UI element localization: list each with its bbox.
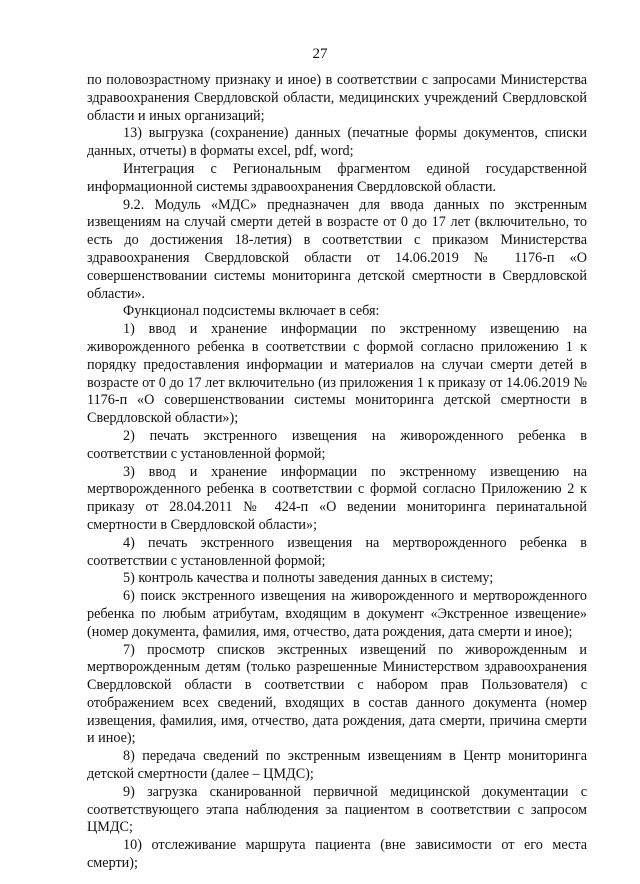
list-item-2: 2) печать экстренного извещения на живорожденного ребенка в соответствии с установленной формой; [87,427,587,462]
section-9-2: 9.2. Модуль «МДС» предназначен для ввода данных по экстренным извещениям на случай смерти детей в возрасте от 0 до 17 лет (включительно, то есть до достижения 18-летия) в соответствии с приказом Министерства здравоохранения Свердловской области от 14.06.2019 № 1176-п «О совершенствовании системы мониторинга детской смертности в Свердловской области». [87,196,587,302]
list-item-9: 9) загрузка сканированной первичной медицинской документации с соответствующего этапа наблюдения за пациентом в соответствии с запросом ЦМДС; [87,783,587,836]
document-body [87,72,587,873]
list-item-1: 1) ввод и хранение информации по экстренному извещению на живорожденного ребенка в соответствии с формой согласно приложению 1 к порядку предоставления информации и материалов на случаи смерти детей в возрасте от 0 до 17 лет включительно (из приложения 1 к приказу от 14.06.2019 № 1176-п «О совершенствовании системы мониторинга детской смертности в Свердловской области»); [87,321,587,427]
paragraph-integration: Интеграция с Региональным фрагментом единой государственной информационной системы здравоохранения Свердловской области. [87,160,587,195]
list-item-13: 13) выгрузка (сохранение) данных (печатные формы документов, списки данных, отчеты) в форматы excel, pdf, word; [87,125,587,160]
list-item-6: 6) поиск экстренного извещения на живорожденного и мертворожденного ребенка по любым атрибутам, входящим в документ «Экстренное извещение» (номер документа, фамилия, имя, отчество, дата рождения, дата смерти и иное); [87,588,587,640]
paragraph-continuation: по половозрастному признаку и иное) в соответствии с запросами Министерства здравоохранения Свердловской области, медицинских учреждений Свердловской области и иных организаций; [87,72,587,124]
list-item-5: 5) контроль качества и полноты заведения данных в систему; [123,570,494,587]
page-number: 27 [312,46,328,62]
list-item-4: 4) печать экстренного извещения на мертворожденного ребенка в соответствии с установленной формой; [87,534,587,569]
list-item-7: 7) просмотр списков экстренных извещений по живорожденным и мертворожденным детям (только разрешенные Министерством здравоохранения Свердловской области в соответствии с набором прав Пользователя) с отображением всех сведений, входящих в состав данного документа (номер извещения, фамилия, имя, отчество, дата рождения, дата смерти, причина смерти и иное); [87,641,587,747]
functionality-heading: Функционал подсистемы включает в себя: [123,303,380,320]
list-item-10: 10) отслеживание маршрута пациента (вне зависимости от его места смерти); [87,837,587,872]
list-item-3: 3) ввод и хранение информации по экстренному извещению на мертворожденного ребенка в соответствии с формой согласно Приложению 2 к приказу от 28.04.2011 № 424-п «О ведении мониторинга перинатальной смертности в Свердловской области»; [87,463,587,533]
list-item-8: 8) передача сведений по экстренным извещениям в Центр мониторинга детской смертности (далее – ЦМДС); [87,748,587,783]
